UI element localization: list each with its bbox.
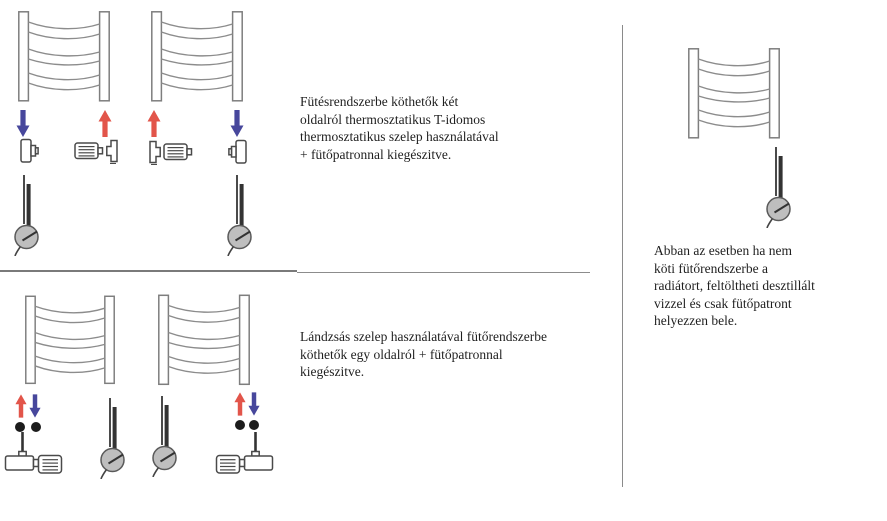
outlet-arrow-up-icon bbox=[147, 110, 161, 137]
radiator-icon bbox=[18, 11, 110, 102]
heating-element-with-valve-icon bbox=[74, 138, 120, 164]
heating-cartridge-dial-icon bbox=[763, 146, 797, 228]
heating-cartridge-dial-icon bbox=[224, 174, 258, 256]
heating-cartridge-dial-icon bbox=[149, 395, 183, 477]
radiator-icon bbox=[25, 294, 115, 386]
radiator-icon bbox=[158, 294, 250, 386]
inlet-arrow-down-icon bbox=[230, 110, 244, 137]
text-line: helyezzen bele. bbox=[654, 313, 738, 328]
vertical-divider bbox=[622, 25, 623, 487]
top-description bbox=[300, 93, 552, 163]
connection-point-dot bbox=[31, 422, 41, 432]
inlet-arrow-down-icon bbox=[29, 394, 41, 418]
text-line: oldalról thermosztatikus T-idomos bbox=[300, 111, 486, 127]
outlet-arrow-up-icon bbox=[234, 392, 246, 416]
horizontal-divider-segment bbox=[0, 270, 297, 272]
right-description bbox=[654, 242, 874, 330]
text-line: Abban az esetben ha nem bbox=[654, 243, 792, 258]
heating-cartridge-dial-icon bbox=[11, 174, 45, 256]
radiator-icon bbox=[688, 46, 780, 141]
thermostatic-valve-icon bbox=[226, 139, 248, 165]
text-line: vizzel és csak fütőpatront bbox=[654, 295, 792, 311]
inlet-arrow-down-icon bbox=[16, 110, 30, 137]
thermostatic-valve-icon bbox=[19, 138, 41, 164]
text-line: thermosztatikus szelep használatával bbox=[300, 129, 499, 144]
text-line: kiegészitve. bbox=[300, 364, 365, 379]
connection-point-dot bbox=[15, 422, 25, 432]
outlet-arrow-up-icon bbox=[15, 394, 27, 418]
inlet-arrow-down-icon bbox=[248, 392, 260, 416]
outlet-arrow-up-icon bbox=[98, 110, 112, 137]
text-line: radiátort, feltöltheti desztillált bbox=[654, 278, 815, 293]
connection-point-dot bbox=[235, 420, 245, 430]
heating-cartridge-dial-icon bbox=[97, 397, 131, 479]
text-line: + fütőpatronnal kiegészitve. bbox=[300, 146, 452, 162]
text-line: köthetők egy oldalról + fütőpatronnal bbox=[300, 346, 503, 362]
valve-with-heating-element-icon bbox=[148, 139, 194, 165]
text-line: Fütésrendszerbe köthetők két bbox=[300, 94, 459, 109]
connection-point-dot bbox=[249, 420, 259, 430]
lance-valve-with-heater-icon bbox=[4, 432, 64, 476]
lance-valve-with-heater-icon bbox=[214, 432, 274, 476]
horizontal-divider-segment bbox=[297, 272, 590, 273]
text-line: Lándzsás szelep használatával fütőrendszerbe bbox=[300, 329, 548, 344]
bottom-description bbox=[300, 328, 600, 381]
radiator-icon bbox=[151, 11, 243, 102]
text-line: köti fütőrendszerbe a bbox=[654, 260, 768, 276]
